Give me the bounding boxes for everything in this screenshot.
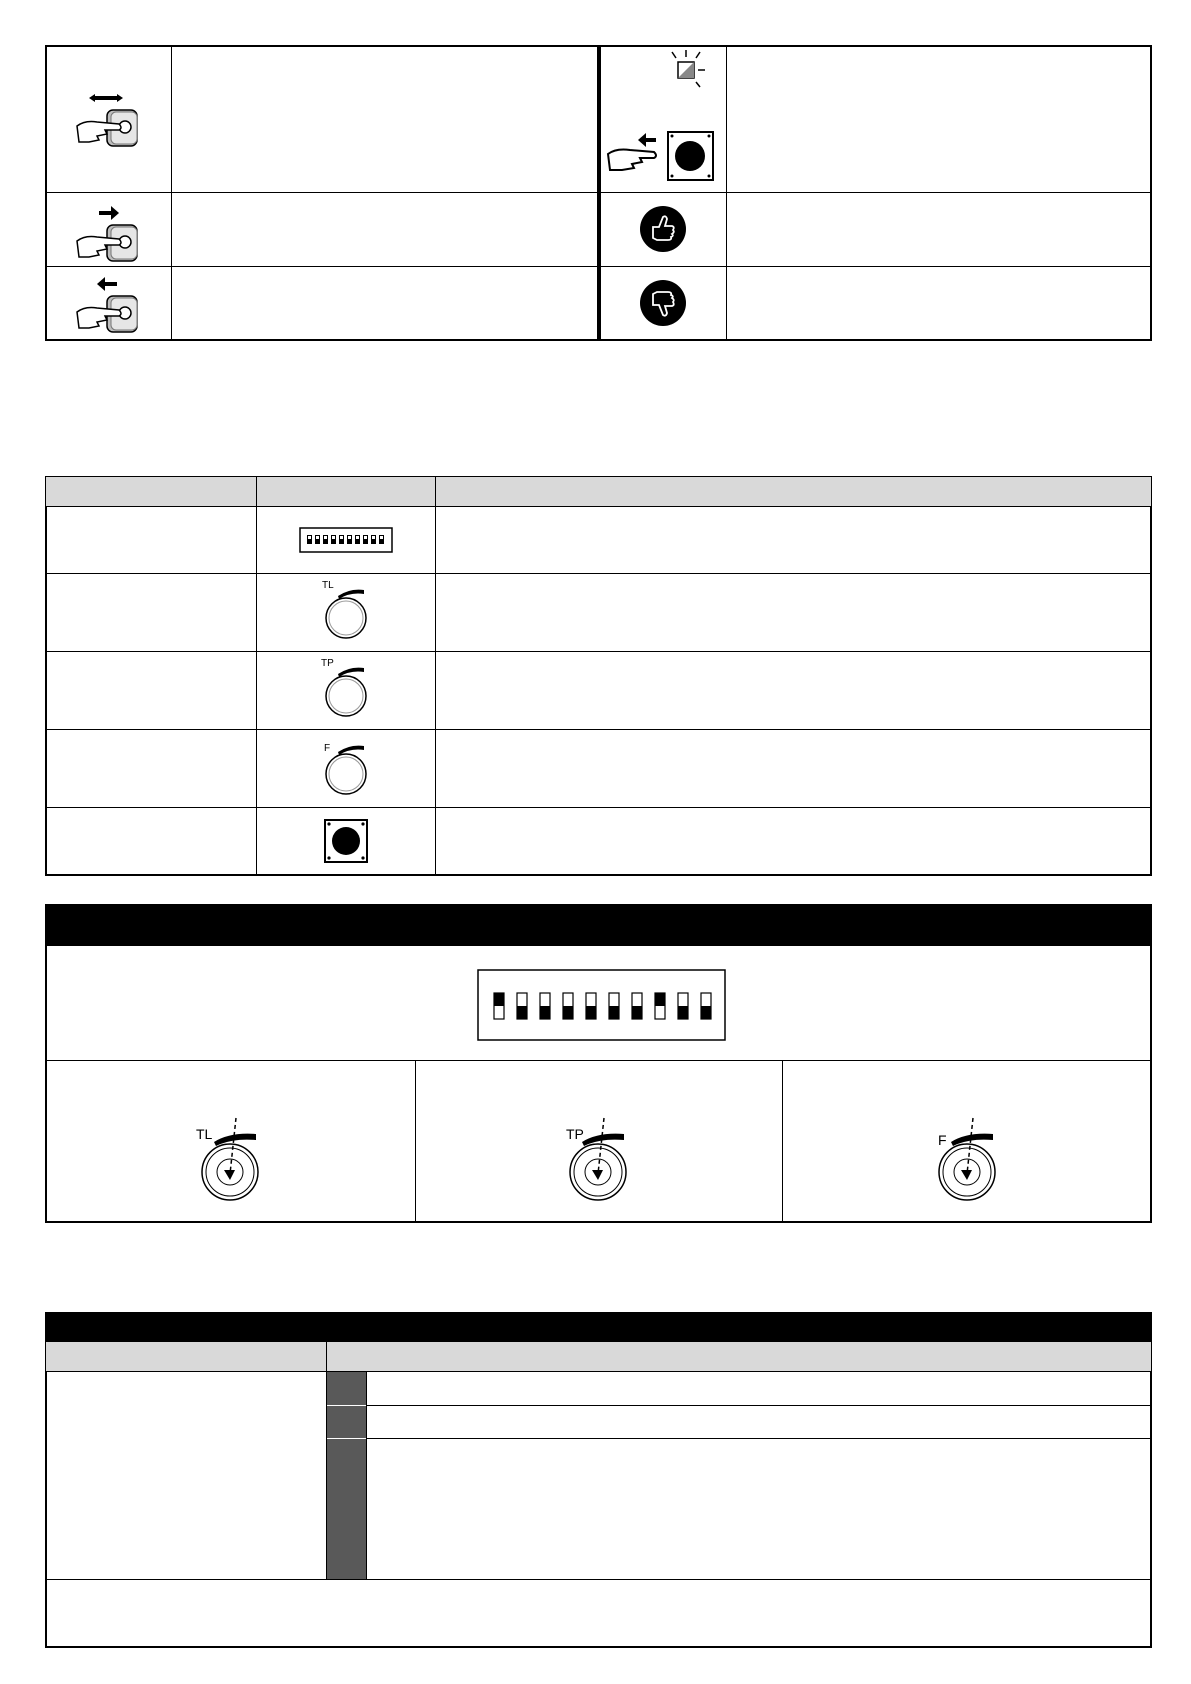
bottom-table-title-bar [45,1312,1152,1342]
dip-switch-knob [701,1006,711,1019]
trimmer-label: TL [322,580,334,591]
trimmer-icon [320,582,370,647]
trimmer-label: F [324,743,331,754]
dip-switch-knob [609,1006,619,1019]
trimmer-f-label: F [938,1132,947,1148]
led-blinking-icon [666,50,706,95]
trimmer-icon [320,660,370,725]
trimmer-tl-label: TL [196,1126,213,1142]
bottom-row-marker [327,1372,366,1579]
dip-switch-knob [540,1006,550,1019]
thumbs-down-icon [639,279,687,332]
settings-panel-title-bar [45,904,1152,946]
dip-switch-bank-icon [299,527,393,558]
dip-switch-knob [494,993,504,1006]
trimmer-f-icon [933,1114,1003,1209]
dip-switch-knob [655,993,665,1006]
dip-switch-knob [586,1006,596,1019]
trimmer-tp-label: TP [566,1126,584,1142]
hand-press-button-both-directions-icon [75,86,145,156]
dip-switch-knob [517,1006,527,1019]
push-button-icon [324,819,368,868]
thumbs-up-icon [639,205,687,258]
hand-press-button-right-icon [75,201,145,271]
dip-switch-settings-icon [477,969,726,1046]
dip-switch-knob [632,1006,642,1019]
controls-table [45,476,1152,876]
hand-press-button-left-icon [75,272,145,342]
controls-table-header [46,477,1151,507]
bottom-table-header [46,1342,1151,1372]
hand-press-push-button-icon [606,130,716,191]
dip-switch-knob [563,1006,573,1019]
trimmer-label: TP [321,658,334,669]
dip-switch-knob [678,1006,688,1019]
